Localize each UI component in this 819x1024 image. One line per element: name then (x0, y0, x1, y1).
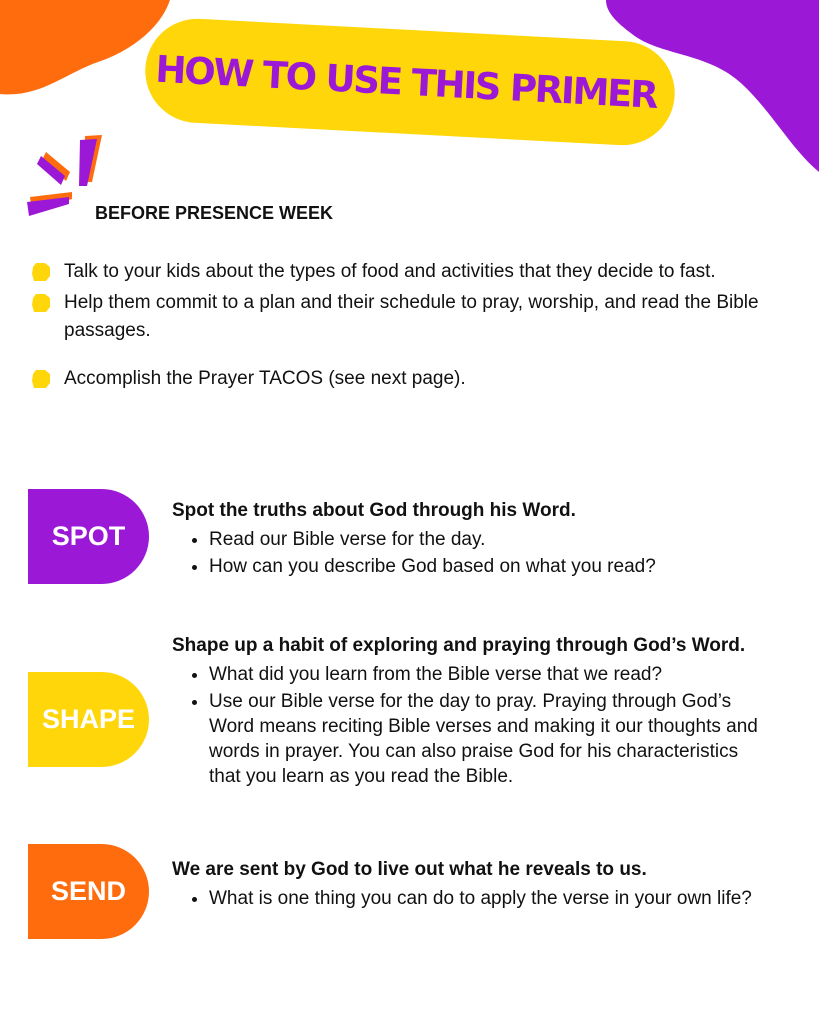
yellow-blob-bullet-icon (31, 262, 51, 282)
title-banner (143, 16, 678, 148)
shape-tab: SHAPE (28, 672, 149, 767)
yellow-blob-bullet-icon (31, 293, 51, 313)
orange-corner-blob (0, 0, 170, 96)
before-checklist (28, 258, 788, 393)
page-title: HOW TO USE THIS PRIMER (154, 47, 658, 117)
yellow-blob-bullet-icon (31, 369, 51, 389)
send-points (172, 886, 772, 911)
shape-title: Shape up a habit of exploring and praying through God’s Word. (172, 635, 746, 656)
list-item-text: Accomplish the Prayer TACOS (see next page). (64, 368, 466, 389)
shape-points (172, 662, 772, 789)
list-item: • How can you describe God based on what you read? (209, 554, 772, 579)
spot-points (172, 527, 772, 579)
send-body (172, 855, 772, 911)
list-item-text: Help them commit to a plan and their schedule to pray, worship, and read the Bible passages. (64, 292, 759, 341)
send-tab: SEND (28, 844, 149, 939)
spot-tab: SPOT (28, 489, 149, 584)
before-presence-week-heading: BEFORE PRESENCE WEEK (95, 203, 334, 223)
list-item (28, 289, 788, 345)
list-item-text: Talk to your kids about the types of food and activities that they decide to fast. (64, 261, 716, 282)
spot-body (172, 496, 772, 579)
list-item: • What did you learn from the Bible verse that we read? (209, 662, 772, 687)
list-item: • Read our Bible verse for the day. (209, 527, 772, 552)
list-item (28, 258, 788, 286)
list-item: • What is one thing you can do to apply the verse in your own life? (209, 886, 772, 911)
shape-body (172, 631, 772, 789)
list-item (28, 365, 788, 393)
send-title: We are sent by God to live out what he reveals to us. (172, 859, 647, 880)
spot-title: Spot the truths about God through his Word. (172, 500, 576, 521)
list-item: • Use our Bible verse for the day to pray. Praying through God’s Word means reciting Bible verses and making it our thoughts and words in prayer. You can also praise God for his characteristics that you learn as you read the Bible. (209, 689, 772, 789)
